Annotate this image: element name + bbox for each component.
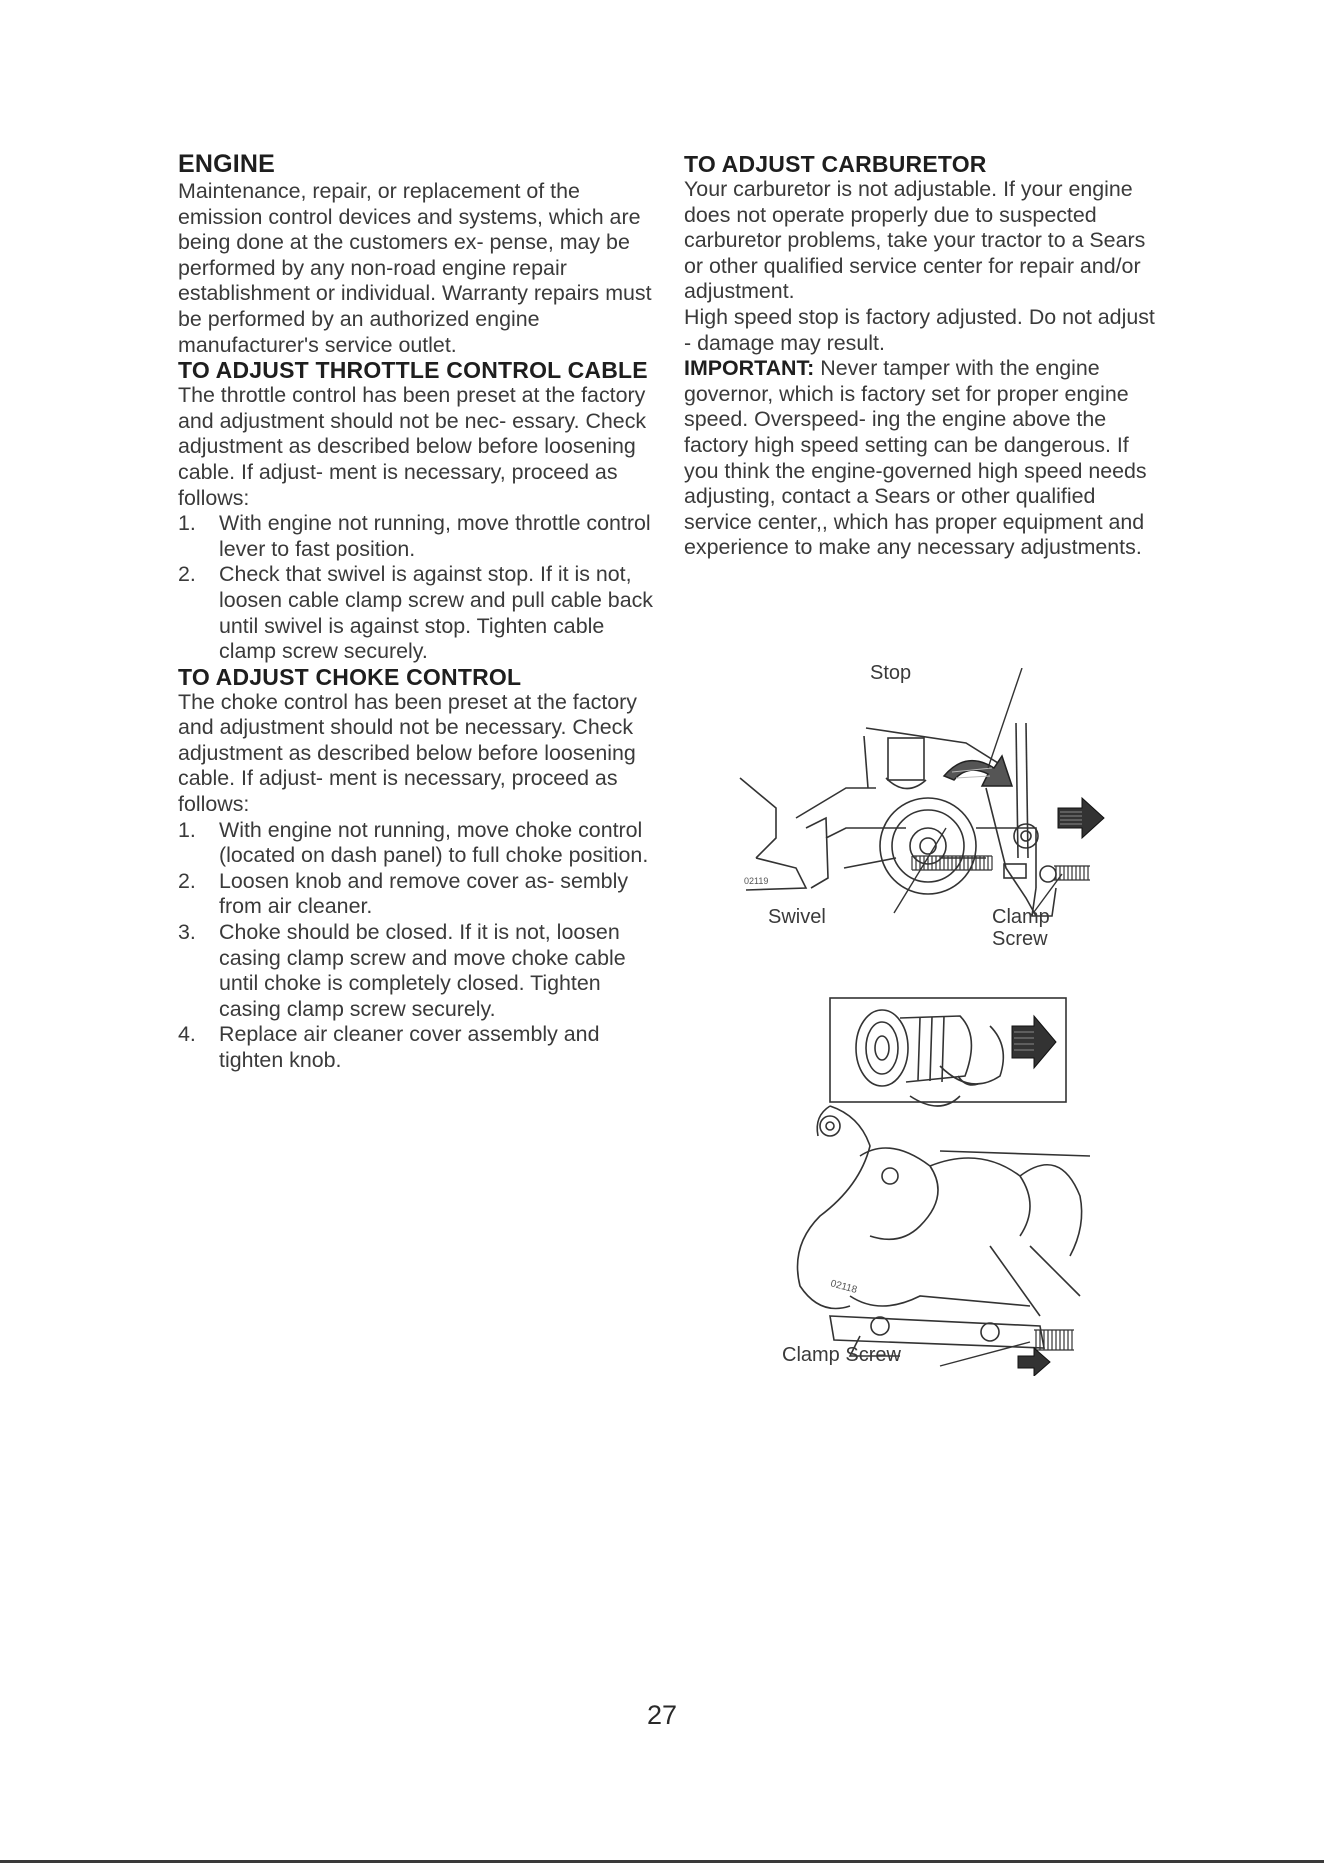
page-number: 27 xyxy=(646,1700,678,1730)
page-bottom-edge xyxy=(0,1860,1324,1863)
swivel-label: Swivel xyxy=(768,906,826,928)
right-column xyxy=(684,152,1164,561)
cable-direction-arrow-icon xyxy=(1018,1348,1050,1376)
step-text: With engine not running, move throttle control lever to fast position. xyxy=(219,511,651,561)
step-text: Choke should be closed. If it is not, loosen casing clamp screw and move choke cable until choke is completely closed. Tighten casing clamp screw securely. xyxy=(219,920,626,1021)
step-number: 1. xyxy=(178,817,196,842)
list-item xyxy=(178,920,664,1022)
throttle-figure xyxy=(736,662,1116,950)
carburetor-paragraph: Your carburetor is not adjustable. If your engine does not operate properly due to suspected carburetor problems, take your tractor to a Sears or other qualified service center for repair and/or adjustment. xyxy=(684,177,1146,304)
list-item xyxy=(178,562,664,664)
clamp-screw-label: Clamp Screw xyxy=(782,1344,901,1366)
choke-steps xyxy=(178,818,664,1074)
screw-label: Screw xyxy=(992,928,1048,950)
important-paragraph xyxy=(684,356,1164,561)
choke-heading: TO ADJUST CHOKE CONTROL xyxy=(178,663,522,690)
step-number: 2. xyxy=(178,562,196,587)
left-column xyxy=(178,152,664,1074)
step-text: With engine not running, move choke control (located on dash panel) to full choke position. xyxy=(219,817,649,868)
choke-paragraph: The choke control has been preset at the factory and adjustment should not be necessary. Check adjustment as described below before loosening cable. If adjust- ment is necessary, proceed as follows: xyxy=(178,689,637,817)
carburetor-heading: TO ADJUST CARBURETOR xyxy=(684,151,987,177)
choke-figure xyxy=(782,996,1090,1376)
clamp-label: Clamp xyxy=(992,906,1050,928)
figure-code: 02119 xyxy=(744,876,769,886)
step-text: Loosen knob and remove cover as- sembly from air cleaner. xyxy=(219,868,629,919)
stop-label: Stop xyxy=(870,662,912,684)
list-item xyxy=(178,869,664,920)
step-number: 3. xyxy=(178,920,196,945)
list-item xyxy=(178,818,664,869)
list-item xyxy=(178,511,664,562)
step-text: Replace air cleaner cover assembly and tighten knob. xyxy=(219,1022,600,1072)
engine-paragraph: Maintenance, repair, or replacement of the emission control devices and systems, which are being done at the customers ex- pense, may be performed by any non-road engine repair establishment or individual. Warranty repairs must be performed by an authorized engine manufacturer's service outlet. xyxy=(178,179,652,357)
step-number: 4. xyxy=(178,1022,196,1047)
throttle-heading: TO ADJUST THROTTLE CONTROL CABLE xyxy=(178,357,648,384)
throttle-steps xyxy=(178,511,664,665)
pull-arrow-icon xyxy=(1058,798,1104,838)
choke-linkage-illustration xyxy=(790,996,1090,1376)
step-text: Check that swivel is against stop. If it is not, loosen cable clamp screw and pull cable back until swivel is against stop. Tighten cable clamp screw securely. xyxy=(219,562,653,664)
throttle-paragraph: The throttle control has been preset at the factory and adjustment should not be nec- essary. Check adjustment as described below before loosening cable. If adjust- ment is necessary, proceed as follows: xyxy=(178,383,647,510)
step-number: 2. xyxy=(178,868,196,893)
high-speed-paragraph: High speed stop is factory adjusted. Do not adjust - damage may result. xyxy=(684,304,1155,355)
push-arrow-icon xyxy=(1012,1016,1056,1068)
figure-code: 02118 xyxy=(829,1278,859,1296)
important-text: Never tamper with the engine governor, which is factory set for proper engine speed. Overspeed- ing the engine above the factory high speed setting can be dangerous. If you think the engine-governed high speed needs adjusting, contact a Sears or other qualified service center,, which has proper equipment and experience to make any necessary adjustments. xyxy=(684,356,1147,560)
important-label: IMPORTANT: xyxy=(684,356,815,381)
engine-heading: ENGINE xyxy=(178,150,276,178)
list-item xyxy=(178,1022,664,1073)
rotation-arrow-icon xyxy=(944,756,1012,786)
step-number: 1. xyxy=(178,511,196,536)
